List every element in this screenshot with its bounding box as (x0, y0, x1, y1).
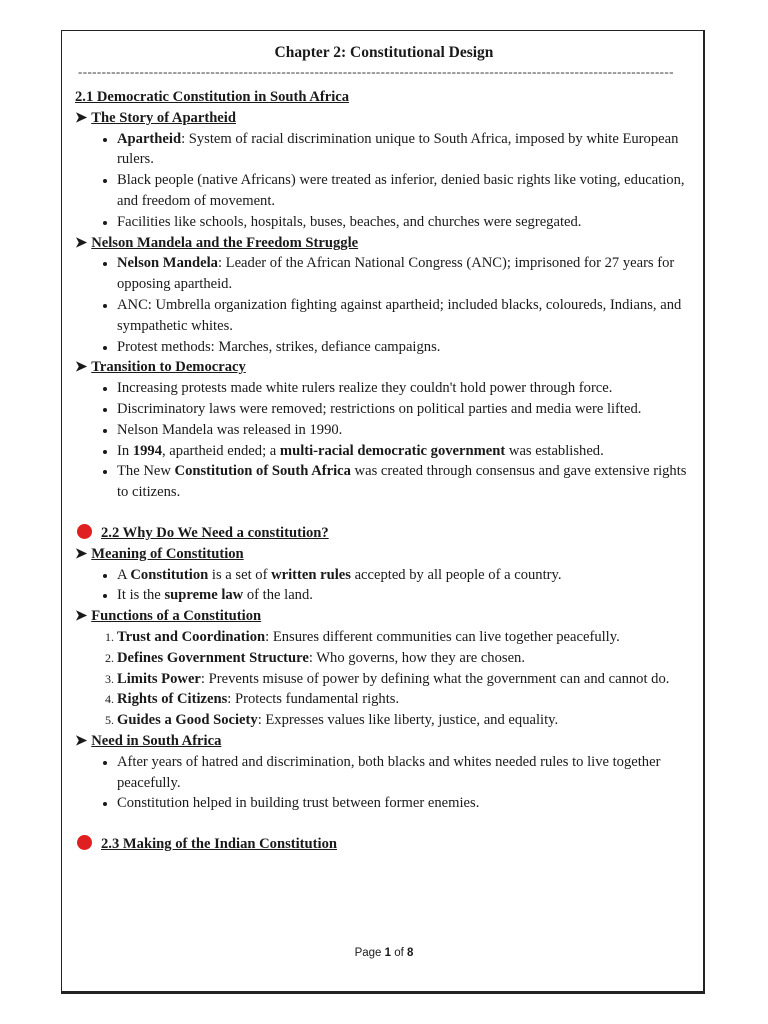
list-item: • Nelson Mandela was released in 1990. (117, 420, 695, 441)
list-item: • Nelson Mandela: Leader of the African National Congress (ANC); imprisoned for 27 years for opposing apartheid. (117, 253, 695, 295)
list-item: • Protest methods: Marches, strikes, defiance campaigns. (117, 337, 695, 358)
subheading-functions: ➤ Functions of a Constitution (75, 606, 695, 627)
list-item: • ANC: Umbrella organization fighting against apartheid; included blacks, coloureds, Indians, and sympathetic whites. (117, 295, 695, 337)
page-title: Chapter 2: Constitutional Design (274, 44, 494, 61)
arrow-icon: ➤ (75, 234, 88, 251)
subheading-apartheid: ➤ The Story of Apartheid (75, 108, 695, 129)
list-item: • Black people (native Africans) were treated as inferior, denied basic rights like voting, education, and freedom of movement. (117, 170, 695, 212)
red-dot-icon (77, 524, 92, 539)
list-item: 1. Trust and Coordination: Ensures different communities can live together peacefully. (117, 627, 695, 648)
section-heading-2-1: 2.1 Democratic Constitution in South Africa (75, 89, 350, 105)
meaning-list (75, 565, 695, 607)
section-heading-2-2: 2.2 Why Do We Need a constitution? (75, 523, 695, 544)
arrow-icon: ➤ (75, 608, 88, 625)
list-item: • A Constitution is a set of written rules accepted by all people of a country. (117, 565, 695, 586)
section-heading-2-3: 2.3 Making of the Indian Constitution (75, 834, 695, 855)
list-item: 2. Defines Government Structure: Who governs, how they are chosen. (117, 648, 695, 669)
transition-list (75, 378, 695, 503)
list-item: 4. Rights of Citizens: Protects fundamental rights. (117, 689, 695, 710)
apartheid-list (75, 129, 695, 233)
list-item: • Apartheid: System of racial discrimination unique to South Africa, imposed by white European rulers. (117, 129, 695, 171)
list-item: • Discriminatory laws were removed; restrictions on political parties and media were lifted. (117, 399, 695, 420)
document-body (75, 87, 695, 855)
arrow-icon: ➤ (75, 545, 88, 562)
list-item: • Increasing protests made white rulers realize they couldn't hold power through force. (117, 378, 695, 399)
list-item: • After years of hatred and discrimination, both blacks and whites needed rules to live together peacefully. (117, 752, 695, 794)
subheading-need: ➤ Need in South Africa (75, 731, 695, 752)
arrow-icon: ➤ (75, 109, 88, 126)
red-dot-icon (77, 835, 92, 850)
arrow-icon: ➤ (75, 359, 88, 376)
list-item: • Constitution helped in building trust between former enemies. (117, 793, 695, 814)
list-item: • In 1994, apartheid ended; a multi-racial democratic government was established. (117, 441, 695, 462)
list-item: 3. Limits Power: Prevents misuse of power by defining what the government can and cannot do. (117, 669, 695, 690)
list-item: • It is the supreme law of the land. (117, 585, 695, 606)
page-footer: Page 1 of 8 (354, 947, 414, 959)
list-item: • Facilities like schools, hospitals, buses, beaches, and churches were segregated. (117, 212, 695, 233)
functions-list (75, 627, 695, 731)
subheading-transition: ➤ Transition to Democracy (75, 357, 695, 378)
need-list (75, 752, 695, 814)
list-item: 5. Guides a Good Society: Expresses values like liberty, justice, and equality. (117, 710, 695, 731)
list-item: • The New Constitution of South Africa was created through consensus and gave extensive rights to citizens. (117, 461, 695, 503)
subheading-meaning: ➤ Meaning of Constitution (75, 544, 695, 565)
arrow-icon: ➤ (75, 732, 88, 749)
subheading-mandela: ➤ Nelson Mandela and the Freedom Struggle (75, 233, 695, 254)
mandela-list (75, 253, 695, 357)
dashed-divider: ------------------------------------------------------------------------------------------------------------------------------ (78, 64, 674, 79)
